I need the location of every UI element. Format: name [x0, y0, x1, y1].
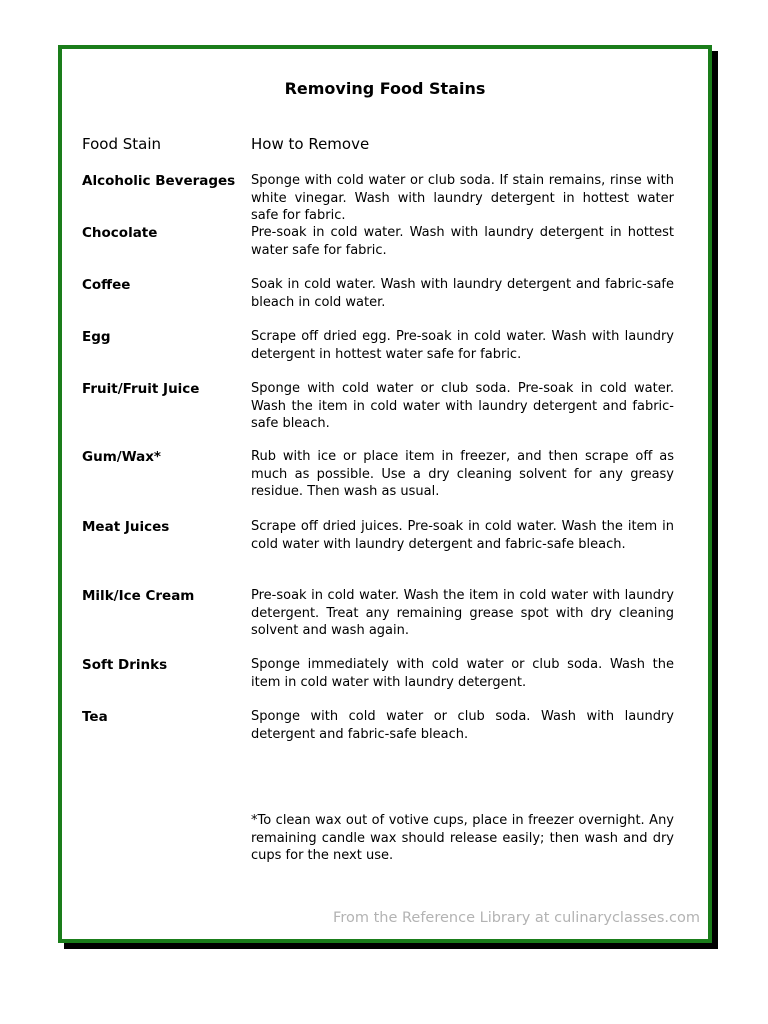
removal-instructions: Rub with ice or place item in freezer, and then scrape off as much as possible. Use a dry cleaning solvent for any greasy residue. Then wash as usual. [251, 449, 674, 499]
food-stain-name: Milk/Ice Cream [82, 588, 195, 604]
food-stain-name: Tea [82, 709, 108, 725]
table-row [82, 587, 674, 656]
food-stain-name: Chocolate [82, 225, 158, 241]
food-stain-name: Meat Juices [82, 519, 170, 535]
table-row [82, 518, 674, 587]
table-row [82, 276, 674, 328]
removal-instructions: Sponge with cold water or club soda. If stain remains, rinse with white vinegar. Wash with laundry detergent in hottest water safe for fabric. [251, 173, 674, 223]
table-row [82, 656, 674, 708]
stain-table [82, 172, 674, 748]
document-frame [58, 45, 712, 943]
table-row [82, 708, 674, 748]
column-header-food-stain: Food Stain [82, 135, 162, 153]
food-stain-name: Fruit/Fruit Juice [82, 381, 200, 397]
removal-instructions: Pre-soak in cold water. Wash with laundry detergent in hottest water safe for fabric. [251, 225, 674, 258]
food-stain-name: Gum/Wax* [82, 449, 161, 465]
removal-instructions: Scrape off dried juices. Pre-soak in cold water. Wash the item in cold water with laundry detergent and fabric-safe bleach. [251, 519, 674, 552]
table-row [82, 224, 674, 276]
removal-instructions: Pre-soak in cold water. Wash the item in cold water with laundry detergent. Treat any remaining grease spot with dry cleaning solvent and wash again. [251, 588, 674, 638]
table-row [82, 448, 674, 518]
table-row [82, 172, 674, 224]
removal-instructions: Soak in cold water. Wash with laundry detergent and fabric-safe bleach in cold water. [251, 277, 674, 310]
source-credit: From the Reference Library at culinaryclasses.com [333, 910, 700, 926]
removal-instructions: Scrape off dried egg. Pre-soak in cold water. Wash with laundry detergent in hottest water safe for fabric. [251, 329, 674, 362]
table-row [82, 328, 674, 380]
footnote: *To clean wax out of votive cups, place in freezer overnight. Any remaining candle wax should release easily; then wash and dry cups for the next use. [251, 813, 674, 863]
food-stain-name: Coffee [82, 277, 131, 293]
table-row [82, 380, 674, 448]
document-title: Removing Food Stains [284, 79, 486, 98]
removal-instructions: Sponge with cold water or club soda. Pre-soak in cold water. Wash the item in cold water with laundry detergent and fabric-safe bleach. [251, 381, 674, 431]
removal-instructions: Sponge with cold water or club soda. Wash with laundry detergent and fabric-safe bleach. [251, 709, 674, 742]
food-stain-name: Alcoholic Beverages [82, 173, 236, 189]
column-header-how-to-remove: How to Remove [251, 135, 370, 153]
removal-instructions: Sponge immediately with cold water or club soda. Wash the item in cold water with laundry detergent. [251, 657, 674, 690]
food-stain-name: Egg [82, 329, 111, 345]
food-stain-name: Soft Drinks [82, 657, 168, 673]
